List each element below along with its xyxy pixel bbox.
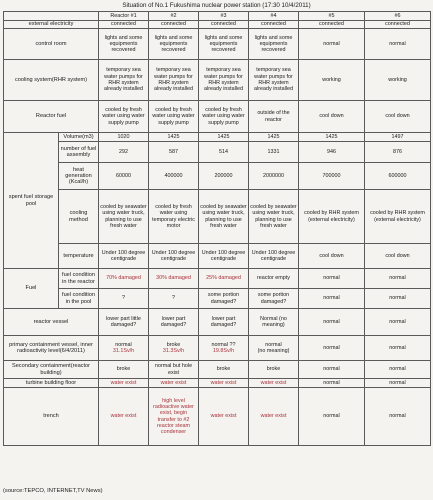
table-cell: cooled by seawater using water truck, planning to use fresh water bbox=[99, 190, 149, 244]
header-reactor-6: #6 bbox=[365, 12, 431, 21]
table-cell: broke bbox=[249, 361, 299, 379]
table-cell: connected bbox=[249, 21, 299, 29]
row-label: Reactor fuel bbox=[4, 101, 99, 133]
table-cell: water exist bbox=[249, 379, 299, 388]
table-cell: 587 bbox=[149, 142, 199, 163]
radioactivity-level: (no meaning) bbox=[257, 348, 290, 354]
table-cell: 600000 bbox=[365, 163, 431, 190]
table-row bbox=[4, 29, 431, 60]
table-row bbox=[4, 21, 431, 29]
table-cell: cool down bbox=[365, 244, 431, 269]
row-label: cooling method bbox=[59, 190, 99, 244]
row-label: heat generation (Kcal/h) bbox=[59, 163, 99, 190]
table-cell: water exist bbox=[99, 379, 149, 388]
table-cell: 60000 bbox=[99, 163, 149, 190]
table-cell: temporary sea water pumps for RHR system already installed bbox=[149, 60, 199, 101]
table-cell bbox=[199, 336, 249, 361]
table-cell: Under 100 degree centigrade bbox=[149, 244, 199, 269]
table-cell: 1425 bbox=[199, 133, 249, 142]
row-label: turbine building floor bbox=[4, 379, 99, 388]
table-cell: water exist bbox=[199, 379, 249, 388]
table-cell: 1497 bbox=[365, 133, 431, 142]
table-cell: normal bbox=[299, 29, 365, 60]
table-cell: temporary sea water pumps for RHR system already installed bbox=[199, 60, 249, 101]
row-label: temperature bbox=[59, 244, 99, 269]
table-row bbox=[4, 336, 431, 361]
table-cell: 30% damaged bbox=[149, 269, 199, 289]
table-cell: lights and some equipments recovered bbox=[249, 29, 299, 60]
table-cell: some portion damaged? bbox=[249, 289, 299, 309]
containment-status: normal bbox=[323, 344, 340, 351]
table-row bbox=[4, 388, 431, 446]
table-cell: 1331 bbox=[249, 142, 299, 163]
table-cell bbox=[249, 336, 299, 361]
table-cell: 1425 bbox=[249, 133, 299, 142]
table-row bbox=[4, 163, 431, 190]
row-label: cooling system(RHR system) bbox=[4, 60, 99, 101]
table-cell: 876 bbox=[365, 142, 431, 163]
table-cell: cooled by fresh water using water supply pump bbox=[149, 101, 199, 133]
table-cell: connected bbox=[199, 21, 249, 29]
table-cell: water exist bbox=[149, 379, 199, 388]
table-cell: water exist bbox=[199, 388, 249, 446]
row-label: number of fuel assembly bbox=[59, 142, 99, 163]
table-cell: cool down bbox=[299, 244, 365, 269]
table-cell: some portion damaged? bbox=[199, 289, 249, 309]
table-cell: 514 bbox=[199, 142, 249, 163]
table-cell: working bbox=[299, 60, 365, 101]
radioactivity-level: 31.1Sv/h bbox=[112, 348, 135, 354]
row-group-label: spent fuel storage pool bbox=[4, 133, 59, 269]
table-cell: normal bbox=[299, 309, 365, 336]
table-row bbox=[4, 361, 431, 379]
table-cell: connected bbox=[299, 21, 365, 29]
table-cell: 1425 bbox=[149, 133, 199, 142]
table-cell: broke bbox=[199, 361, 249, 379]
table-cell: cool down bbox=[299, 101, 365, 133]
table-cell: normal bbox=[365, 289, 431, 309]
table-cell: water exist bbox=[249, 388, 299, 446]
header-blank-cell bbox=[4, 12, 99, 21]
table-cell: 200000 bbox=[199, 163, 249, 190]
table-cell: lights and some equipments recovered bbox=[149, 29, 199, 60]
table-cell: cooled by seawater using water truck, planning to use fresh water bbox=[249, 190, 299, 244]
table-cell: connected bbox=[365, 21, 431, 29]
table-cell: normal bbox=[365, 269, 431, 289]
table-row bbox=[4, 289, 431, 309]
containment-status: normal ?? bbox=[211, 341, 236, 348]
table-cell: working bbox=[365, 60, 431, 101]
row-label: trench bbox=[4, 388, 99, 446]
table-cell: normal bbox=[365, 388, 431, 446]
containment-status: normal bbox=[389, 344, 406, 351]
table-row bbox=[4, 379, 431, 388]
row-label: primary containment vessel, inner radioactivity level(6/4/2011) bbox=[4, 336, 99, 361]
table-cell: normal bbox=[365, 361, 431, 379]
table-cell: cooled by seawater using water truck, planning to use fresh water bbox=[199, 190, 249, 244]
table-cell: 25% damaged bbox=[199, 269, 249, 289]
radioactivity-level: 31.3Sv/h bbox=[162, 348, 185, 354]
header-reactor-1: Reactor #1 bbox=[99, 12, 149, 21]
row-label: external electricity bbox=[4, 21, 99, 29]
table-cell: cooled by RHR system (external electricity) bbox=[299, 190, 365, 244]
radioactivity-level: 19.8Sv/h bbox=[212, 348, 235, 354]
source-note: (source:TEPCO, INTERNET,TV News) bbox=[3, 488, 103, 494]
row-label: reactor vessel bbox=[4, 309, 99, 336]
table-cell: ? bbox=[99, 289, 149, 309]
status-table bbox=[3, 11, 431, 446]
containment-status: normal bbox=[115, 341, 132, 348]
table-cell bbox=[99, 336, 149, 361]
table-cell: 946 bbox=[299, 142, 365, 163]
table-cell: normal bbox=[299, 388, 365, 446]
header-row bbox=[4, 12, 431, 21]
header-reactor-5: #5 bbox=[299, 12, 365, 21]
table-cell: high level radioactive water exist, begin transfer to #2 reactor steam condenser bbox=[149, 388, 199, 446]
table-row bbox=[4, 244, 431, 269]
table-cell: broke bbox=[99, 361, 149, 379]
table-cell: cool down bbox=[365, 101, 431, 133]
table-cell: 1020 bbox=[99, 133, 149, 142]
table-cell: 2000000 bbox=[249, 163, 299, 190]
table-cell bbox=[365, 336, 431, 361]
table-cell: 400000 bbox=[149, 163, 199, 190]
table-row bbox=[4, 101, 431, 133]
table-row bbox=[4, 133, 431, 142]
row-label: control room bbox=[4, 29, 99, 60]
table-cell: lower part damaged? bbox=[149, 309, 199, 336]
table-cell: connected bbox=[149, 21, 199, 29]
table-cell: connected bbox=[99, 21, 149, 29]
table-cell: cooled by fresh water using temporary electric motor bbox=[149, 190, 199, 244]
table-cell: lower part little damaged? bbox=[99, 309, 149, 336]
table-cell: temporary sea water pumps for RHR system already installed bbox=[249, 60, 299, 101]
table-cell: normal bbox=[365, 309, 431, 336]
table-cell: lights and some equipments recovered bbox=[99, 29, 149, 60]
table-cell: cooled by fresh water using water supply pump bbox=[99, 101, 149, 133]
row-label: Volume(m3) bbox=[59, 133, 99, 142]
table-cell: water exist bbox=[99, 388, 149, 446]
page-title: Situation of No.1 Fukushima nuclear power station (17:30 10/4/2011) bbox=[122, 2, 311, 9]
header-reactor-3: #3 bbox=[199, 12, 249, 21]
table-cell: lower part damaged? bbox=[199, 309, 249, 336]
table-cell: 1425 bbox=[299, 133, 365, 142]
table-cell: temporary sea water pumps for RHR system already installed bbox=[99, 60, 149, 101]
row-label: fuel condition in the reactor bbox=[59, 269, 99, 289]
table-row bbox=[4, 269, 431, 289]
table-cell: normal bbox=[365, 379, 431, 388]
table-row bbox=[4, 309, 431, 336]
table-cell: cooled by RHR system (external electricity) bbox=[365, 190, 431, 244]
table-row bbox=[4, 190, 431, 244]
table-cell: 292 bbox=[99, 142, 149, 163]
table-row bbox=[4, 142, 431, 163]
row-group-label: Fuel bbox=[4, 269, 59, 309]
containment-status: normal bbox=[265, 341, 282, 348]
header-reactor-2: #2 bbox=[149, 12, 199, 21]
table-cell: 70% damaged bbox=[99, 269, 149, 289]
containment-status: broke bbox=[166, 341, 181, 348]
table-cell bbox=[299, 336, 365, 361]
table-cell: cooled by fresh water using water supply pump bbox=[199, 101, 249, 133]
table-cell: normal bbox=[299, 289, 365, 309]
table-cell: reactor empty bbox=[249, 269, 299, 289]
table-cell: normal bbox=[299, 361, 365, 379]
table-cell: Normal (no meaning) bbox=[249, 309, 299, 336]
row-label: fuel condition in the pool bbox=[59, 289, 99, 309]
table-cell: Under 100 degree centigrade bbox=[199, 244, 249, 269]
table-cell: 700000 bbox=[299, 163, 365, 190]
table-cell: Under 100 degree centigrade bbox=[99, 244, 149, 269]
header-reactor-4: #4 bbox=[249, 12, 299, 21]
table-cell: normal bbox=[365, 29, 431, 60]
table-cell: Under 100 degree centigrade bbox=[249, 244, 299, 269]
table-cell bbox=[149, 336, 199, 361]
table-cell: normal but hole exist bbox=[149, 361, 199, 379]
table-cell: normal bbox=[299, 269, 365, 289]
table-row bbox=[4, 60, 431, 101]
table-cell: outside of the reactor bbox=[249, 101, 299, 133]
table-cell: normal bbox=[299, 379, 365, 388]
table-cell: ? bbox=[149, 289, 199, 309]
row-label: Secondary containment(reactor building) bbox=[4, 361, 99, 379]
table-cell: lights and some equipments recovered bbox=[199, 29, 249, 60]
